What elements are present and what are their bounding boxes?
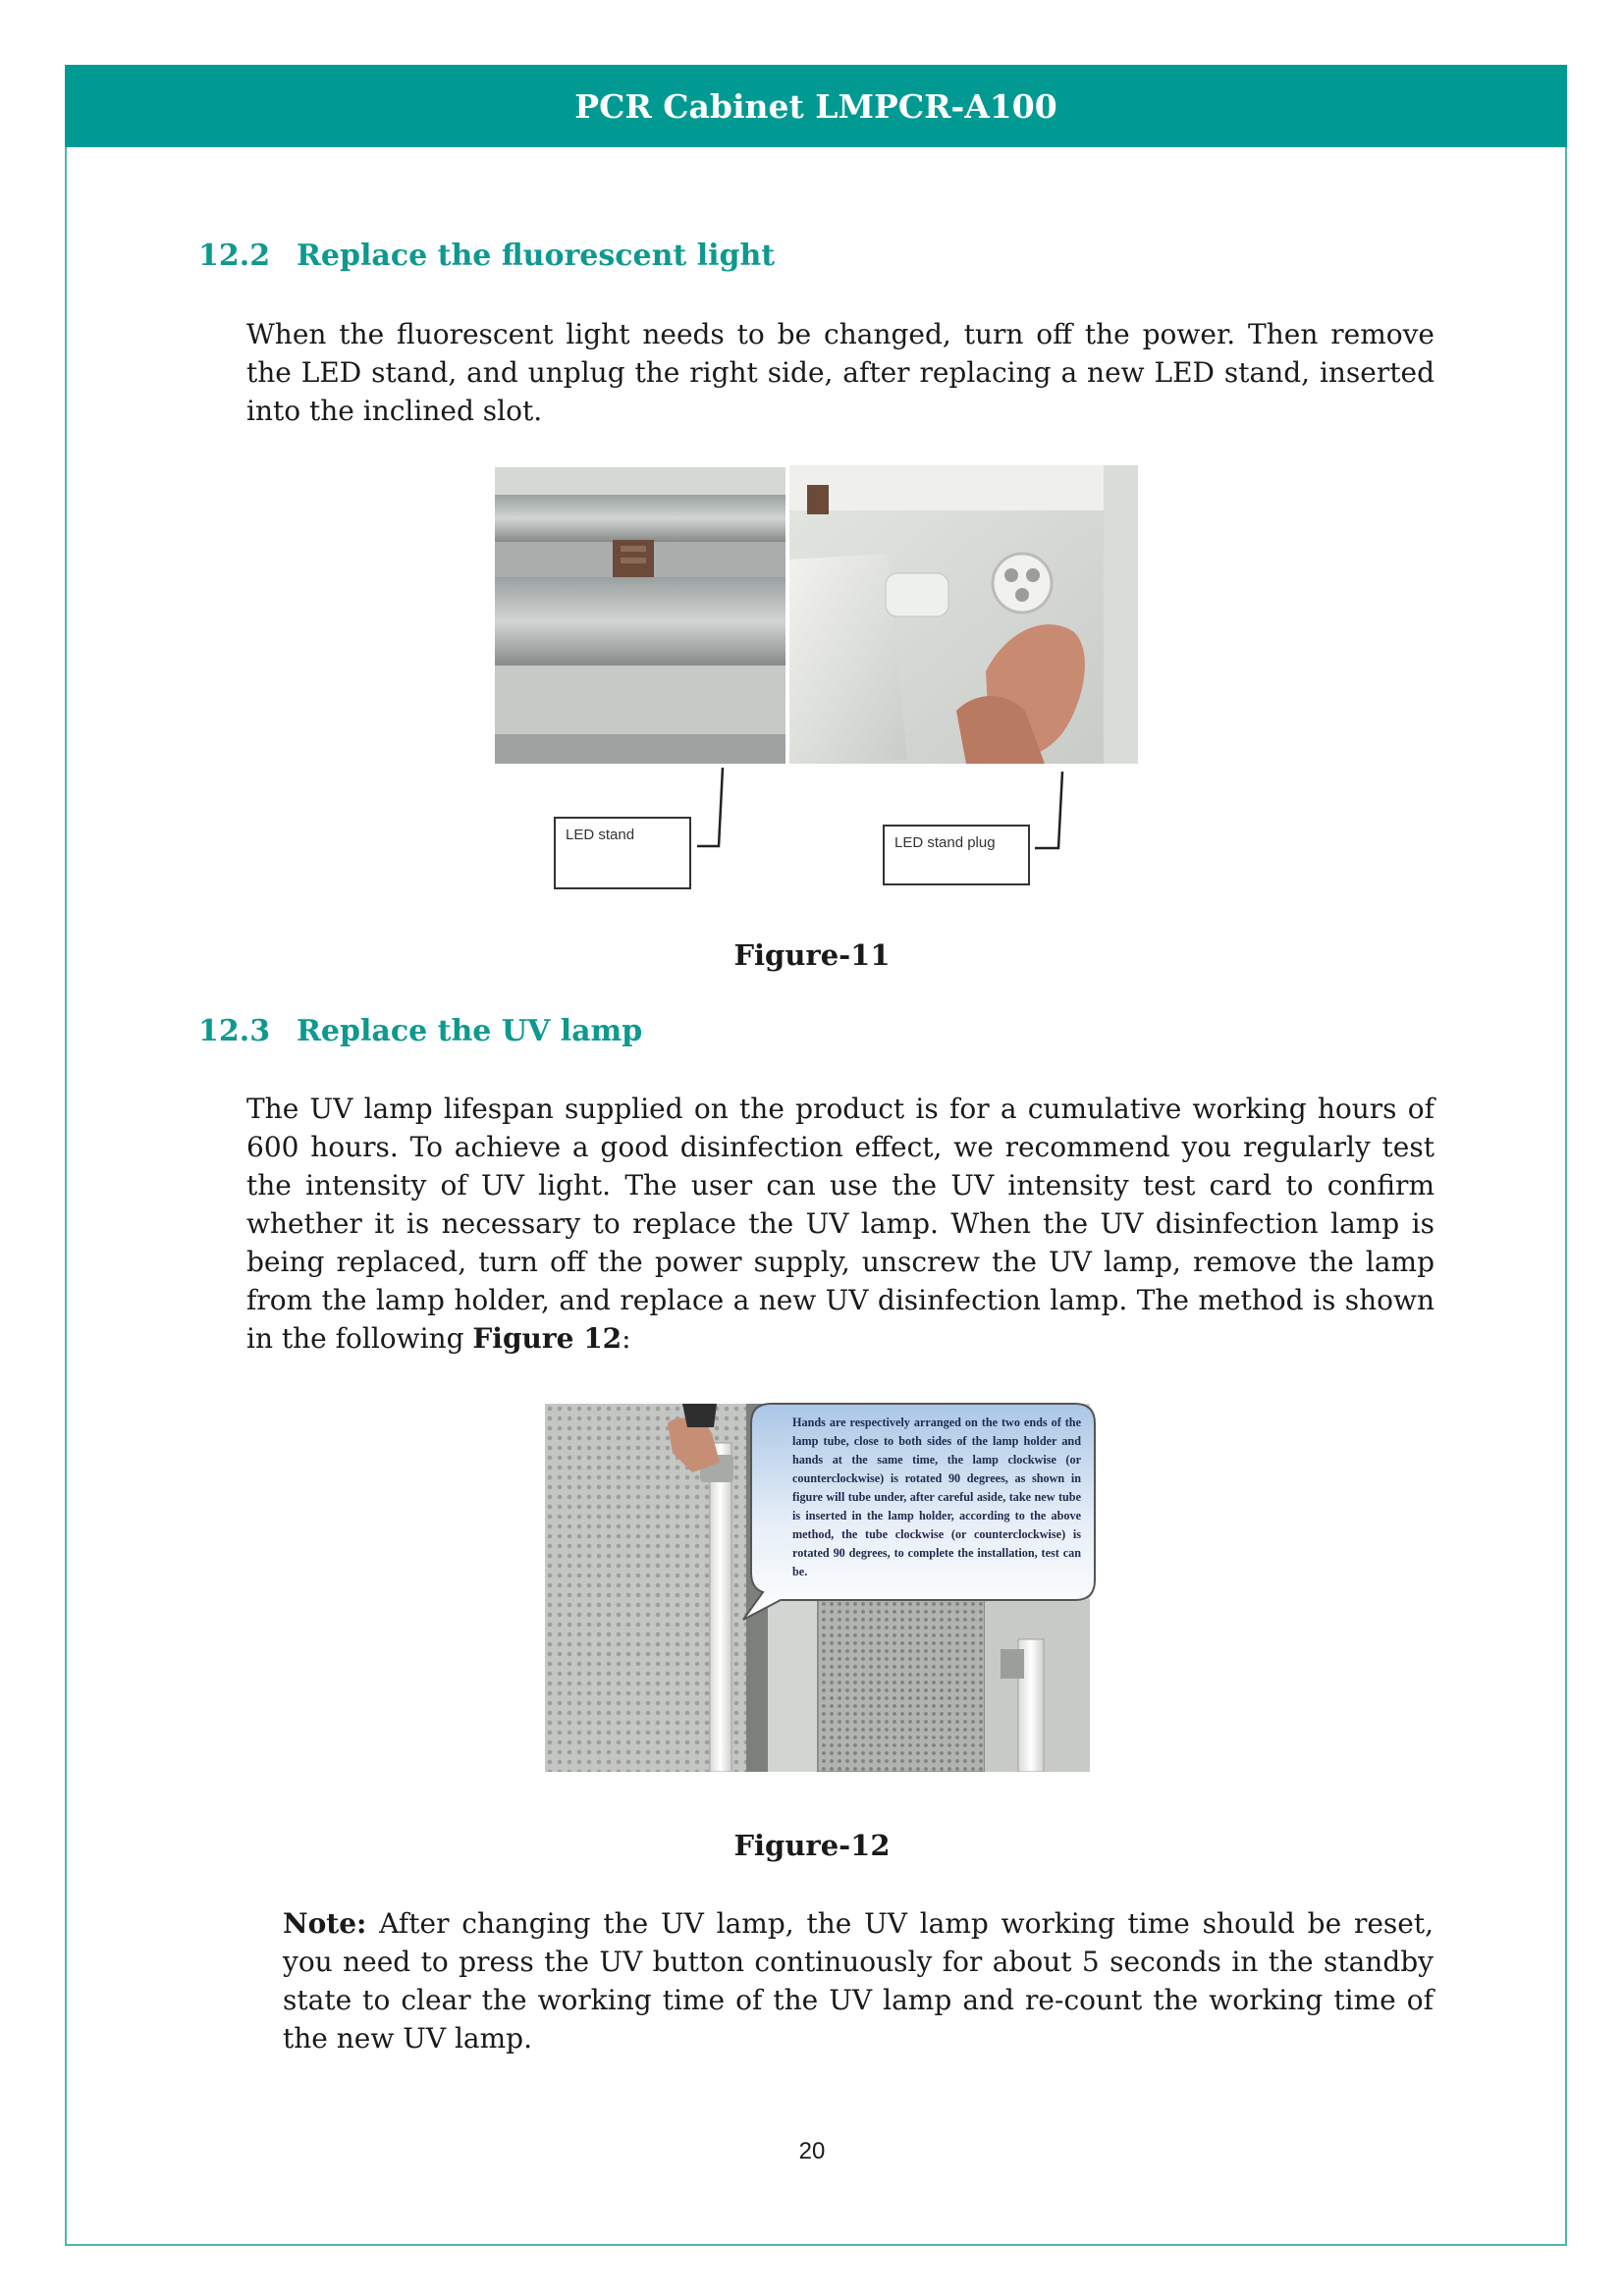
section-body-12-3 [246, 1090, 1435, 1358]
page-number: 20 [798, 2138, 826, 2164]
figure-12-reference: Figure 12 [472, 1322, 623, 1355]
leader-line-led-stand [697, 768, 723, 846]
document-title: PCR Cabinet LMPCR-A100 [574, 86, 1057, 126]
figure-11-caption: Figure-11 [733, 938, 891, 972]
figure-12 [545, 1404, 1090, 1772]
figure-12-caption: Figure-12 [733, 1829, 891, 1862]
section-body-tail: : [622, 1322, 631, 1355]
section-title: Replace the fluorescent light [297, 239, 776, 273]
note-paragraph [283, 1904, 1434, 2057]
note-label: Note: [283, 1907, 367, 1940]
leader-line-led-stand-plug [1035, 772, 1062, 848]
document-header [65, 65, 1567, 147]
note-text: After changing the UV lamp, the UV lamp working time should be reset, you need to press the UV button continuously for about 5 seconds in the standby state to clear the working time of the UV lamp and re-count the working time of the new UV lamp. [283, 1907, 1434, 2055]
section-heading-12-2 [198, 239, 775, 273]
section-title: Replace the UV lamp [297, 1014, 643, 1048]
figure-11 [495, 465, 1138, 897]
label-led-stand: LED stand [554, 817, 691, 889]
section-number: 12.3 [198, 1014, 271, 1048]
section-heading-12-3 [198, 1014, 642, 1048]
section-number: 12.2 [198, 239, 271, 273]
led-stand-plug-photo [789, 465, 1138, 764]
led-stand-photo [495, 467, 785, 764]
label-led-stand-plug: LED stand plug [883, 825, 1030, 885]
section-body-text: The UV lamp lifespan supplied on the product is for a cumulative working hours of 600 hours. To achieve a good disinfection effect, we recommend you regularly test the intensity of UV light. The user can use the UV intensity test card to confirm whether it is necessary to replace the UV lamp. When the UV disinfection lamp is being replaced, turn off the power supply, unscrew the UV lamp, remove the lamp from the lamp holder, and replace a new UV disinfection lamp. The method is shown in the following [246, 1093, 1435, 1355]
instruction-bubble-text: Hands are respectively arranged on the two ends of the lamp tube, close to both sides of the lamp holder and hands at the same time, the lamp clockwise (or counterclockwise) is rotated 90 degrees, as shown in figure will tube under, after careful aside, take new tube is inserted in the lamp holder, according to the above method, the tube clockwise (or counterclockwise) is rotated 90 degrees, to complete the installation, test can be. [792, 1415, 1081, 1578]
section-body-12-2: When the fluorescent light needs to be changed, turn off the power. Then remove the LED stand, and unplug the right side, after replacing a new LED stand, inserted into the inclined slot. [246, 318, 1435, 427]
